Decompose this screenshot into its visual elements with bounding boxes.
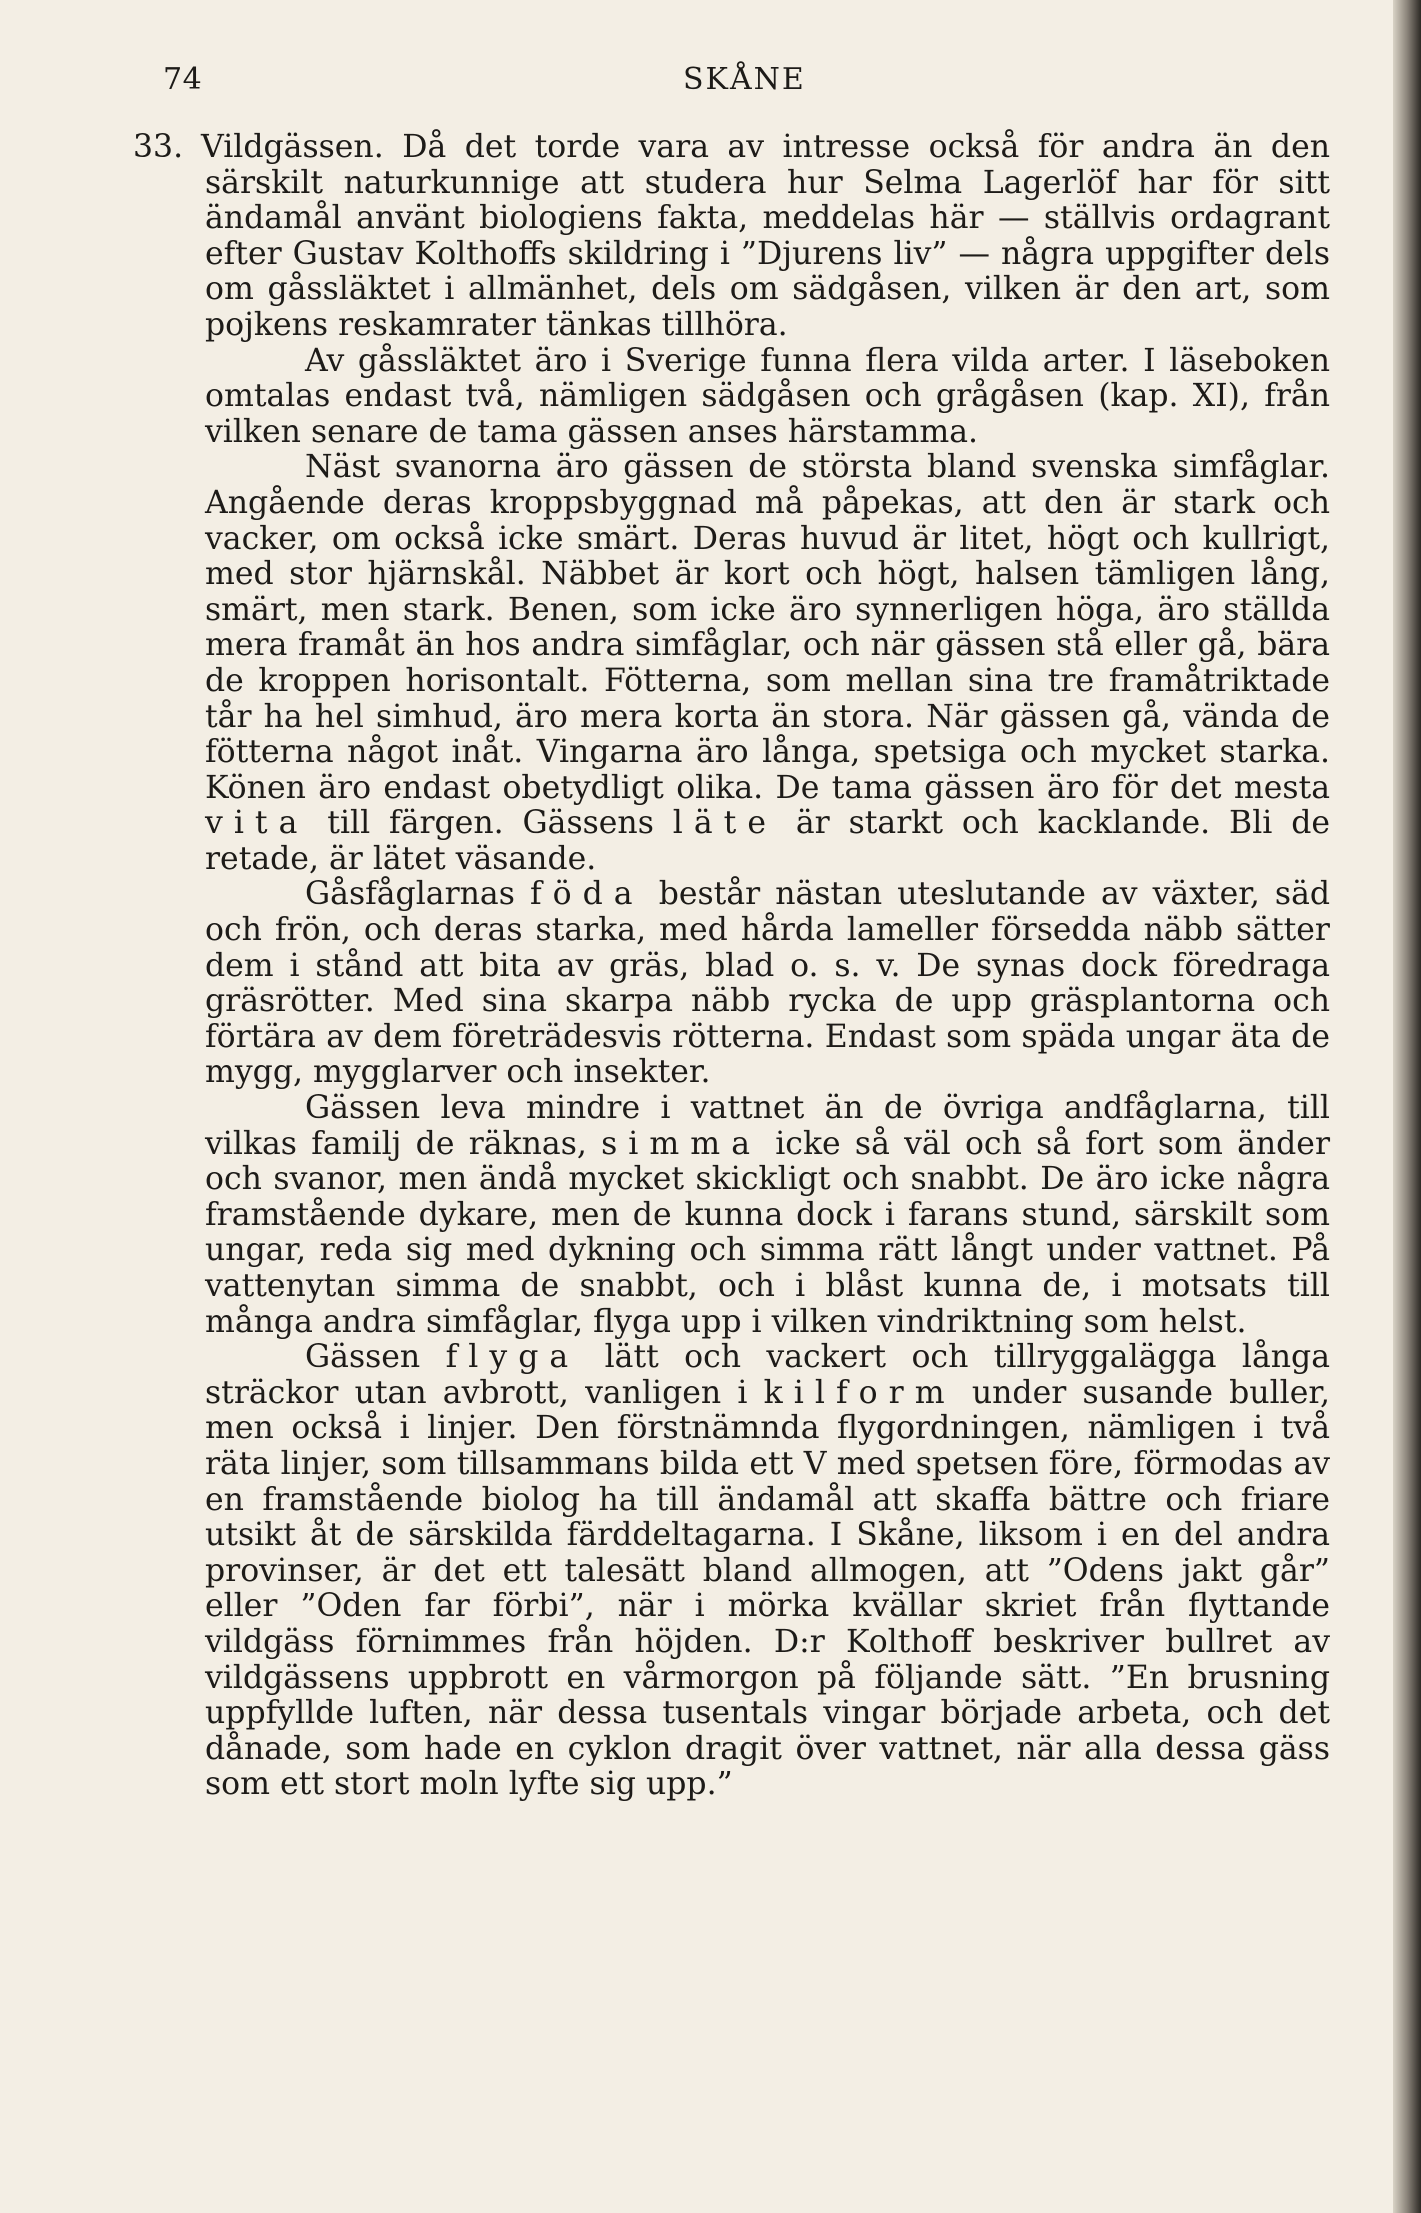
paragraph-4-text-b: består nästan uteslutande av växter, säd och frön, och deras starka, med hårda lameller försedda näbb sätter dem i stånd att bita av gräs, blad o. s. v. De synas dock föredraga gräsrötter. Med sina skarpa näbb rycka de upp gräsplantorna och förtära av dem företrädesvis rötterna. Endast som späda ungar äta de mygg, mygglarver och insekter. [205, 876, 1331, 1091]
spaced-word-simma: simma [601, 1125, 761, 1162]
spaced-word-vita: vita [205, 805, 309, 842]
page-number: 74 [163, 62, 203, 97]
paragraph-1 [133, 129, 1330, 344]
page-header [163, 62, 1323, 106]
paragraph-6 [205, 1340, 1330, 1803]
paragraph-3-text-b: till färgen. Gässens [327, 805, 654, 842]
page-edge-shadow [1393, 0, 1421, 2213]
spaced-word-kilform: kilform [763, 1374, 956, 1411]
paragraph-3 [205, 450, 1330, 877]
running-head: SKÅNE [683, 62, 806, 97]
paragraph-5 [205, 1091, 1330, 1340]
body-text [133, 129, 1331, 1803]
spaced-word-flyga: flyga [445, 1339, 580, 1376]
paragraph-3-text-c: är starkt och kacklande. Bli de retade, är lätet väsande. [205, 805, 1331, 877]
paragraph-5-text-b: icke så väl och så fort som änder och svanor, men ändå mycket skickligt och snabbt. De äro icke några framstående dykare, men de kunna dock i farans stund, särskilt som ungar, reda sig med dykning och simma rätt långt under vattnet. På vattenytan simma de snabbt, och i blåst kunna de, i motsats till många andra simfåglar, flyga upp i vilken vindriktning som helst. [205, 1125, 1330, 1340]
paragraph-4-text-a: Gåsfåglarnas [305, 876, 515, 913]
paragraph-6-text-c: under susande buller, men också i linjer. Den förstnämnda flygordningen, nämligen i två räta linjer, som tillsammans bilda ett V med spetsen före, förmodas av en framstående biolog ha till ändamål att skaffa bättre och friare utsikt åt de särskilda färddeltagarna. I Skåne, liksom i en del andra provinser, är det ett talesätt bland allmogen, att ”Odens jakt går” eller ”Oden far förbi”, när i mörka kvällar skriet från flyttande vildgäss förnimmes från höjden. D:r Kolthoff beskriver bullret av vildgässens uppbrott en vårmorgon på följande sätt. ”En brusning uppfyllde luften, när dessa tusentals vingar började arbeta, och det dånade, som hade en cyklon dragit över vattnet, när alla dessa gäss som ett stort moln lyfte sig upp.” [205, 1374, 1331, 1803]
paragraph-4 [205, 877, 1330, 1091]
paragraph-1-text: Då det torde vara av intresse också för andra än den särskilt naturkunnige att studera hur Selma Lagerlöf har för sitt ändamål använt biologiens fakta, meddelas här — ställvis ordagrant efter Gustav Kolthoffs skildring i ”Djurens liv” — några uppgifter dels om gåssläktet i allmänhet, dels om sädgåsen, vilken är den art, som pojkens reskamrater tänkas tillhöra. [205, 129, 1330, 343]
section-number: 33. [133, 129, 184, 165]
paragraph-3-text-a: Näst svanorna äro gässen de största bland svenska simfåglar. Angående deras kroppsbyggnad må påpekas, att den är stark och vacker, om också icke smärt. Deras huvud är litet, högt och kullrigt, med stor hjärnskål. Näbbet är kort och högt, halsen tämligen lång, smärt, men stark. Benen, som icke äro synnerligen höga, äro ställda mera framåt än hos andra simfåglar, och när gässen stå eller gå, bära de kroppen horisontalt. Fötterna, som mellan sina tre framåtriktade tår ha hel simhud, äro mera korta än stora. När gässen gå, vända de fötterna något inåt. Vingarna äro långa, spetsiga och mycket starka. Könen äro endast obetydligt olika. De tama gässen äro för det mesta [205, 449, 1330, 806]
paragraph-2: Av gåssläktet äro i Sverige funna flera vilda arter. I läseboken omtalas endast två, nämligen sädgåsen och grågåsen (kap. XI), från vilken senare de tama gässen anses härstamma. [205, 342, 1330, 450]
section-title: Vildgässen. [201, 129, 384, 165]
spaced-word-late: läte [672, 805, 778, 842]
paragraph-6-text-b: lätt och vackert och tillryggalägga långa sträckor utan avbrott, vanligen i [205, 1339, 1331, 1411]
spaced-word-foda: föda [529, 876, 644, 913]
paragraph-6-text-a: Gässen [305, 1339, 421, 1376]
paragraph-5-text-a: Gässen leva mindre i vattnet än de övriga andfåglarna, till vilkas familj de räknas, [205, 1090, 1330, 1162]
